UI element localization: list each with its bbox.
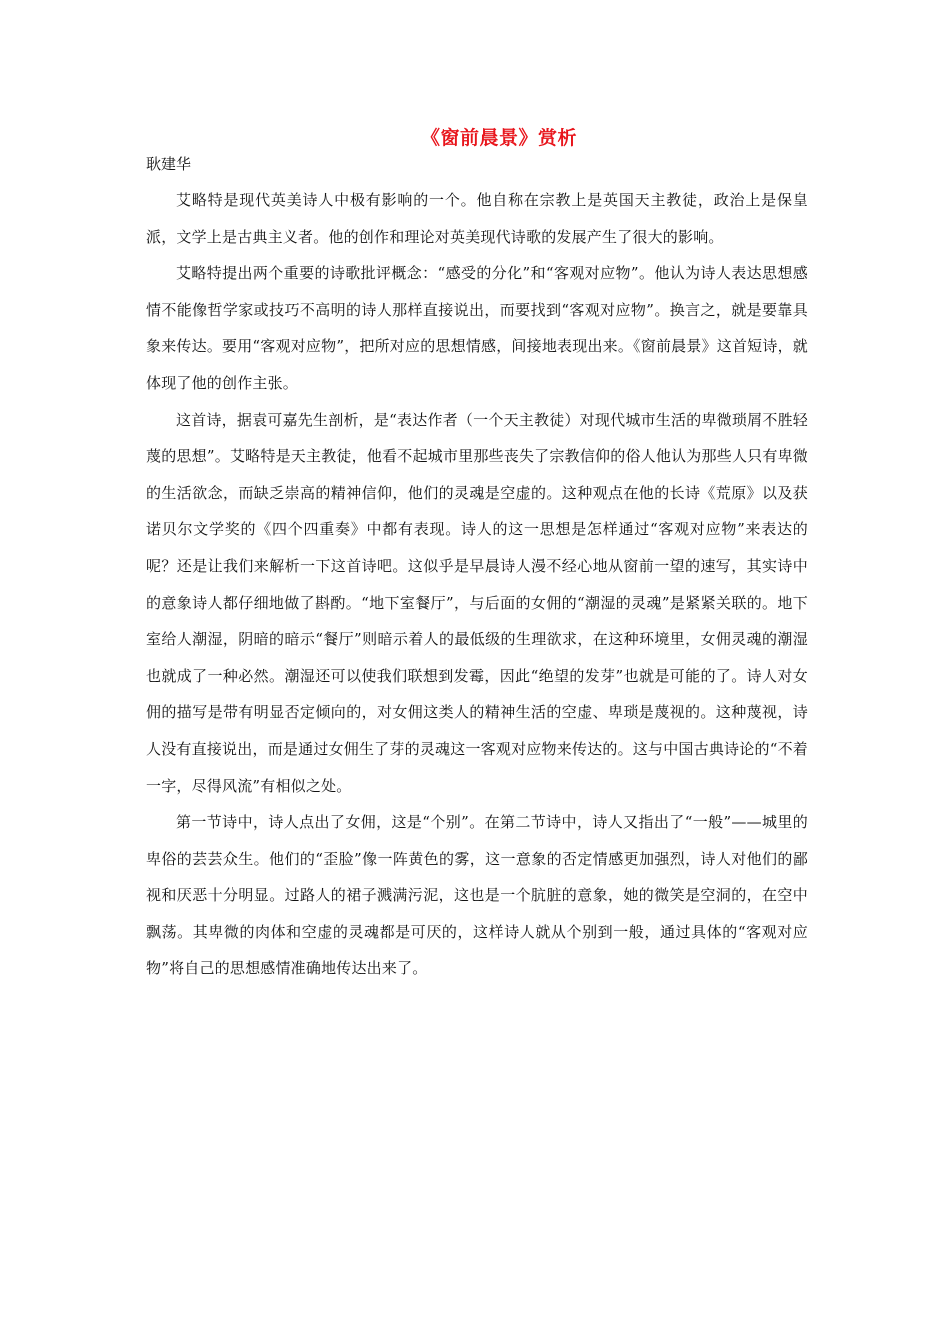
paragraph-2: 艾略特提出两个重要的诗歌批评概念：“感受的分化”和“客观对应物”。他认为诗人表达思想感情不能像哲学家或技巧不高明的诗人那样直接说出，而要找到“客观对应物”。换言之，就是要靠具象来传达。要用“客观对应物”，把所对应的思想情感，间接地表现出来。《窗前晨景》这首短诗，就体现了他的创作主张。 — [146, 264, 808, 392]
paragraph-4: 第一节诗中，诗人点出了女佣，这是“个别”。在第二节诗中，诗人又指出了“一般”——城里的卑俗的芸芸众生。他们的“歪脸”像一阵黄色的雾，这一意象的否定情感更加强烈，诗人对他们的鄙视和厌恶十分明显。过路人的裙子溅满污泥，这也是一个肮脏的意象，她的微笑是空洞的，在空中飘荡。其卑微的肉体和空虚的灵魂都是可厌的，这样诗人就从个别到一般，通过具体的“客观对应物”将自己的思想感情准确地传达出来了。 — [146, 813, 808, 978]
paragraph-3: 这首诗，据袁可嘉先生剖析，是“表达作者（一个天主教徒）对现代城市生活的卑微琐屑不胜轻蔑的思想”。艾略特是天主教徒，他看不起城市里那些丧失了宗教信仰的俗人他认为那些人只有卑微的生活欲念，而缺乏崇高的精神信仰，他们的灵魂是空虚的。这种观点在他的长诗《荒原》以及获诺贝尔文学奖的《四个四重奏》中都有表现。诗人的这一思想是怎样通过“客观对应物”来表达的呢？还是让我们来解析一下这首诗吧。这似乎是早晨诗人漫不经心地从窗前一望的速写，其实诗中的意象诗人都仔细地做了斟酌。“地下室餐厅”，与后面的女佣的“潮湿的灵魂”是紧紧关联的。地下室给人潮湿，阴暗的暗示“餐厅”则暗示着人的最低级的生理欲求，在这种环境里，女佣灵魂的潮湿也就成了一种必然。潮湿还可以使我们联想到发霉，因此“绝望的发芽”也就是可能的了。诗人对女佣的描写是带有明显否定倾向的，对女佣这类人的精神生活的空虚、卑琐是蔑视的。这种蔑视，诗人没有直接说出，而是通过女佣生了芽的灵魂这一客观对应物来传达的。这与中国古典诗论的“不着一字，尽得风流”有相似之处。 — [146, 410, 808, 795]
document-author: 耿建华 — [146, 155, 192, 173]
document-page — [146, 124, 808, 987]
paragraph-1: 艾略特是现代英美诗人中极有影响的一个。他自称在宗教上是英国天主教徒，政治上是保皇派，文学上是古典主义者。他的创作和理论对英美现代诗歌的发展产生了很大的影响。 — [146, 191, 808, 246]
document-title: 《窗前晨景》赏析 — [420, 127, 577, 149]
